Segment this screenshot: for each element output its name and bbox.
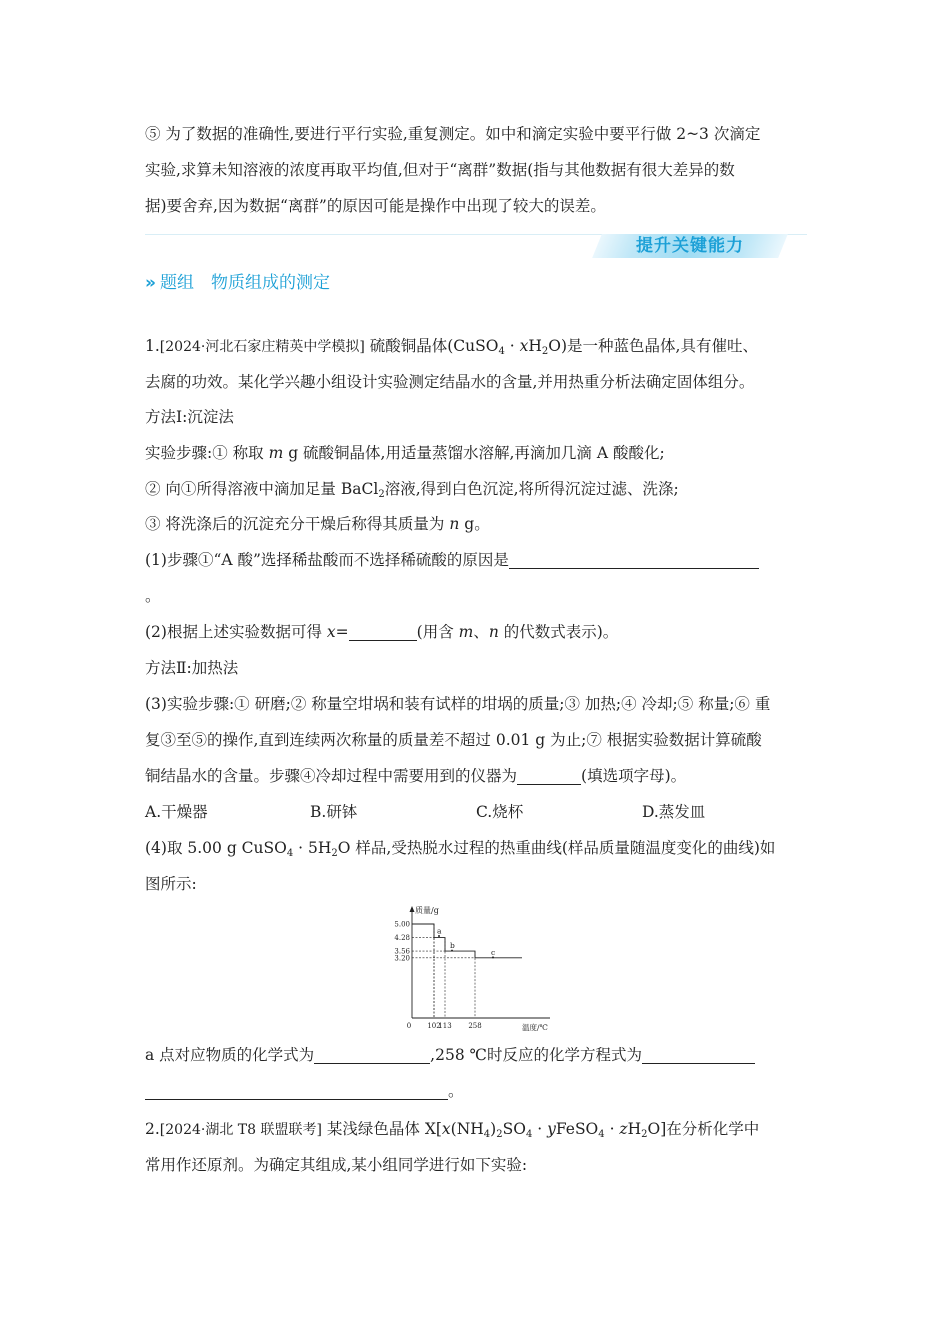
- text: H: [627, 1120, 642, 1138]
- q1-number: 1.: [145, 337, 160, 355]
- mass-curve: [412, 924, 522, 958]
- text: (NH: [450, 1120, 484, 1138]
- point-label-a: a: [437, 926, 442, 936]
- q1-sub4-question: [145, 1043, 755, 1065]
- q1-sub4-line2: 图所示:: [145, 875, 197, 893]
- q1-sub1-end: 。: [145, 587, 161, 605]
- text: (用含: [416, 623, 459, 641]
- subscript: 2: [641, 1129, 648, 1140]
- banner-title: 提升关键能力: [636, 236, 744, 256]
- answer-blank-4[interactable]: [314, 1045, 430, 1064]
- para5-line3: 据)要舍弃,因为数据“离群”的原因可能是操作中出现了较大的误差。: [145, 197, 606, 215]
- y-axis-label: 质量/g: [415, 906, 439, 915]
- subscript: 4: [498, 346, 505, 357]
- text: (2)根据上述实验数据可得: [145, 623, 327, 641]
- text: (1)步骤①“A 酸”选择稀盐酸而不选择稀硫酸的原因是: [145, 551, 509, 569]
- answer-blank-2[interactable]: [349, 622, 417, 641]
- subscript: 4: [286, 848, 294, 859]
- subscript: 2: [496, 1129, 503, 1140]
- q1-source: [2024·河北石家庄精英中学模拟]: [159, 339, 365, 355]
- subscript: 2: [378, 489, 385, 500]
- para5-line1: ⑤ 为了数据的准确性,要进行平行实验,重复测定。如中和滴定实验中要平行做 2~3 次滴定: [145, 125, 761, 143]
- var-y: y: [547, 1120, 556, 1138]
- text: O]在分析化学中: [647, 1120, 760, 1138]
- q1-intro-text: H: [528, 337, 542, 355]
- text: g。: [459, 515, 490, 533]
- q2-line1: [145, 1117, 759, 1140]
- x-tick-label: 102: [427, 1022, 441, 1030]
- text: 实验步骤:① 称取: [145, 444, 269, 462]
- q1-intro-text: 硫酸铜晶体(CuSO: [369, 337, 499, 355]
- dot: ·: [604, 1120, 620, 1138]
- text: · 5H: [293, 839, 332, 857]
- q1-sub1: [145, 548, 759, 570]
- text: FeSO: [555, 1120, 599, 1138]
- option-a[interactable]: A.干燥器: [145, 803, 208, 821]
- point-label-b: b: [450, 941, 455, 951]
- text: ③ 将洗涤后的沉淀充分干燥后称得其质量为: [145, 515, 450, 533]
- option-d[interactable]: D.蒸发皿: [642, 803, 706, 821]
- text: 铜结晶水的含量。步骤④冷却过程中需要用到的仪器为: [145, 767, 518, 785]
- point-a: [438, 935, 440, 937]
- answer-blank-5-cont[interactable]: [145, 1081, 448, 1100]
- para5-line2: 实验,求算未知溶液的浓度再取平均值,但对于“离群”数据(指与其他数据有很大差异的数: [145, 161, 735, 179]
- text: 的代数式表示)。: [498, 623, 619, 641]
- q1-intro-line2: 去腐的功效。某化学兴趣小组设计实验测定结晶水的含量,并用热重分析法确定固体组分。: [145, 373, 755, 391]
- answer-blank-5[interactable]: [642, 1045, 755, 1064]
- group-title: 题组 物质组成的测定: [159, 273, 330, 293]
- var-x: x: [519, 337, 529, 355]
- group-heading: [145, 270, 330, 296]
- dot: ·: [532, 1120, 548, 1138]
- option-c[interactable]: C.烧杯: [476, 803, 524, 821]
- var-m: m: [268, 444, 284, 462]
- subscript: 4: [483, 1129, 491, 1140]
- q1-method1: 方法Ⅰ:沉淀法: [145, 408, 234, 426]
- q1-sub2: [145, 620, 618, 642]
- q1-method2: 方法Ⅱ:加热法: [145, 659, 239, 677]
- point-b: [451, 950, 453, 952]
- thermogravimetric-chart: [380, 902, 560, 1032]
- var-n: n: [449, 515, 460, 533]
- section-banner: [145, 228, 807, 262]
- q1-step1: [145, 441, 665, 463]
- x-tick-label: 113: [438, 1022, 452, 1030]
- var-x: x: [326, 623, 336, 641]
- y-tick-label: 3.56: [394, 947, 410, 956]
- subscript: 2: [331, 848, 338, 859]
- q1-sub4-line1: [145, 836, 775, 859]
- q1-sub3-line3: [145, 764, 686, 786]
- q2-number: 2.: [145, 1120, 160, 1138]
- x-tick-label: 258: [468, 1022, 482, 1030]
- text: O 样品,受热脱水过程的热重曲线(样品质量随温度变化的曲线)如: [337, 839, 776, 857]
- q2-line2: 常用作还原剂。为确定其组成,某小组同学进行如下实验:: [145, 1156, 528, 1174]
- text: 。: [448, 1082, 464, 1100]
- var-z: z: [619, 1120, 628, 1138]
- q1-sub3-line2: 复③至⑤的操作,直到连续两次称量的质量差不超过 0.01 g 为止;⑦ 根据实验数据计算硫酸: [145, 731, 762, 749]
- y-axis-arrow: [410, 906, 415, 912]
- subscript: 4: [525, 1129, 533, 1140]
- answer-blank-1[interactable]: [509, 550, 759, 569]
- text: ): [490, 1120, 497, 1138]
- text: 、: [473, 623, 489, 641]
- q1-step2: [145, 477, 679, 500]
- subscript: 4: [598, 1129, 605, 1140]
- y-tick-label: 3.20: [394, 954, 410, 963]
- point-c: [492, 956, 494, 958]
- var-n: n: [488, 623, 499, 641]
- answer-blank-3[interactable]: [517, 766, 581, 785]
- q1-sub4-question-line2: [145, 1079, 464, 1101]
- text: (4)取 5.00 g CuSO: [145, 839, 287, 857]
- q1-step3: [145, 512, 490, 534]
- text: g 硫酸铜晶体,用适量蒸馏水溶解,再滴加几滴 A 酸酸化;: [283, 444, 665, 462]
- option-b[interactable]: B.研钵: [310, 803, 358, 821]
- var-x: x: [441, 1120, 451, 1138]
- equals: =: [335, 623, 349, 641]
- x-tick-label: 0: [406, 1022, 412, 1030]
- text: (填选项字母)。: [581, 767, 687, 785]
- q1-sub3-line1: (3)实验步骤:① 研磨;② 称量空坩埚和装有试样的坩埚的质量;③ 加热;④ 冷却;⑤ 称量;⑥ 重: [145, 695, 771, 713]
- q1-intro-text: O)是一种蓝色晶体,具有催吐、: [548, 337, 758, 355]
- q2-source: [2024·湖北 T8 联盟联考]: [159, 1122, 322, 1138]
- subscript: 2: [541, 346, 549, 357]
- text: SO: [502, 1120, 526, 1138]
- text: ② 向①所得溶液中滴加足量 BaCl: [145, 480, 379, 498]
- text: a 点对应物质的化学式为: [145, 1046, 315, 1064]
- dot: ·: [504, 337, 520, 355]
- y-tick-label: 4.28: [394, 934, 410, 943]
- text: 溶液,得到白色沉淀,将所得沉淀过滤、洗涤;: [384, 480, 679, 498]
- text: ,258 ℃时反应的化学方程式为: [430, 1046, 642, 1064]
- chevron-right-icon: »: [145, 273, 156, 293]
- text: 某浅绿色晶体 X[: [326, 1120, 442, 1138]
- point-label-c: c: [491, 947, 496, 957]
- y-tick-label: 5.00: [394, 920, 410, 929]
- q1-intro-line1: [145, 334, 758, 357]
- x-axis-label: 温度/℃: [522, 1023, 548, 1032]
- var-m: m: [458, 623, 474, 641]
